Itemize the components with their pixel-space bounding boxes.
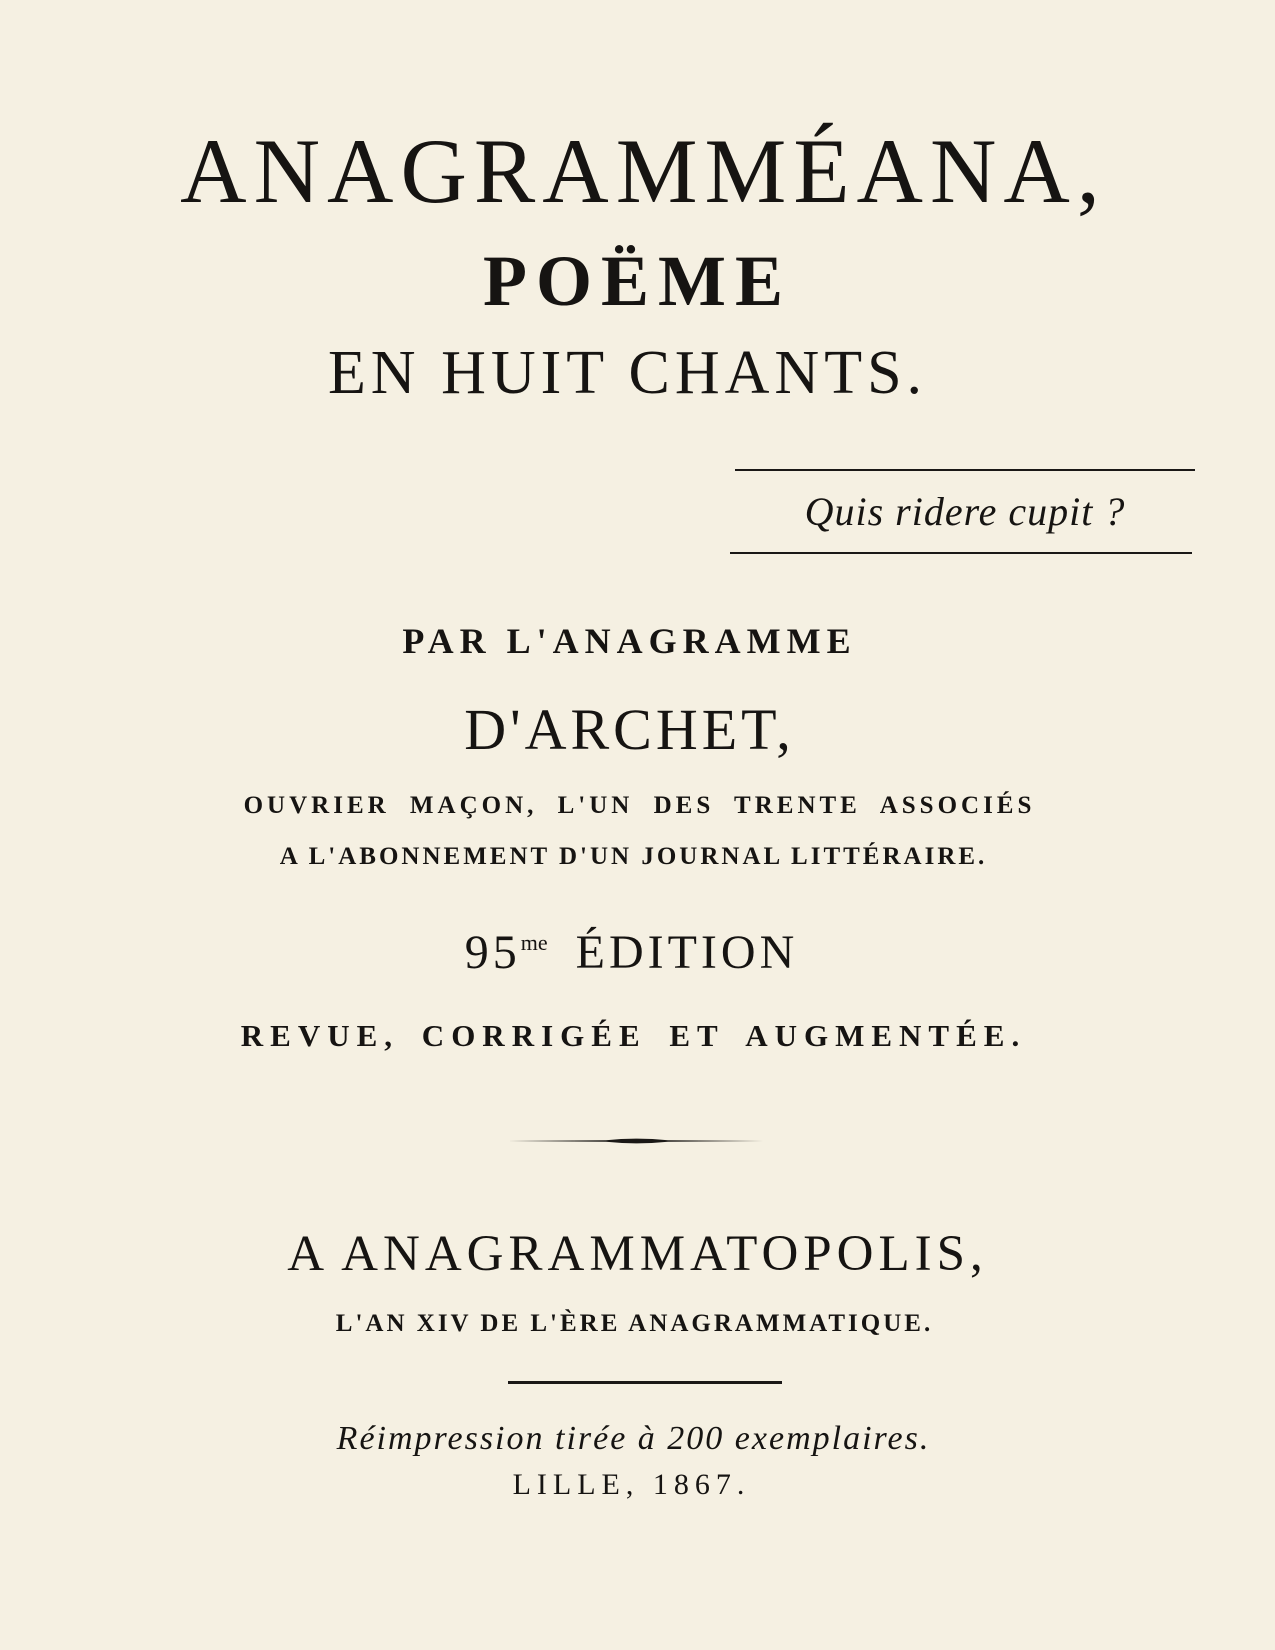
publication-year-line: L'AN XIV DE L'ÈRE ANAGRAMMATIQUE. xyxy=(335,1310,934,1337)
imprint: LILLE, 1867. xyxy=(512,1468,751,1501)
motto: Quis ridere cupit ? xyxy=(804,489,1126,534)
edition-suffix: me xyxy=(520,930,548,955)
edition-line xyxy=(0,925,1269,980)
motto-top-rule xyxy=(735,469,1195,471)
edition-note: REVUE, CORRIGÉE ET AUGMENTÉE. xyxy=(240,1018,1027,1053)
book-subtitle: POËME xyxy=(483,241,792,321)
edition-word: ÉDITION xyxy=(575,926,799,979)
ornamental-rule xyxy=(506,1137,768,1145)
imprint-rule xyxy=(508,1381,782,1384)
book-title: ANAGRAMMÉANA, xyxy=(180,120,1107,222)
edition-number: 95 xyxy=(464,926,521,979)
author-description-line-2: A L'ABONNEMENT D'UN JOURNAL LITTÉRAIRE. xyxy=(279,843,988,870)
edition-ordinal xyxy=(465,926,548,979)
reprint-note: Réimpression tirée à 200 exemplaires. xyxy=(336,1420,931,1457)
motto-bottom-rule xyxy=(730,552,1192,554)
book-subtitle-2: EN HUIT CHANTS. xyxy=(327,339,928,407)
place-of-publication: A ANAGRAMMATOPOLIS, xyxy=(287,1226,988,1282)
author-intro: PAR L'ANAGRAMME xyxy=(402,621,857,661)
author-name: D'ARCHET, xyxy=(464,697,795,762)
author-description-line-1: OUVRIER MAÇON, L'UN DES TRENTE ASSOCIÉS xyxy=(243,792,1036,819)
